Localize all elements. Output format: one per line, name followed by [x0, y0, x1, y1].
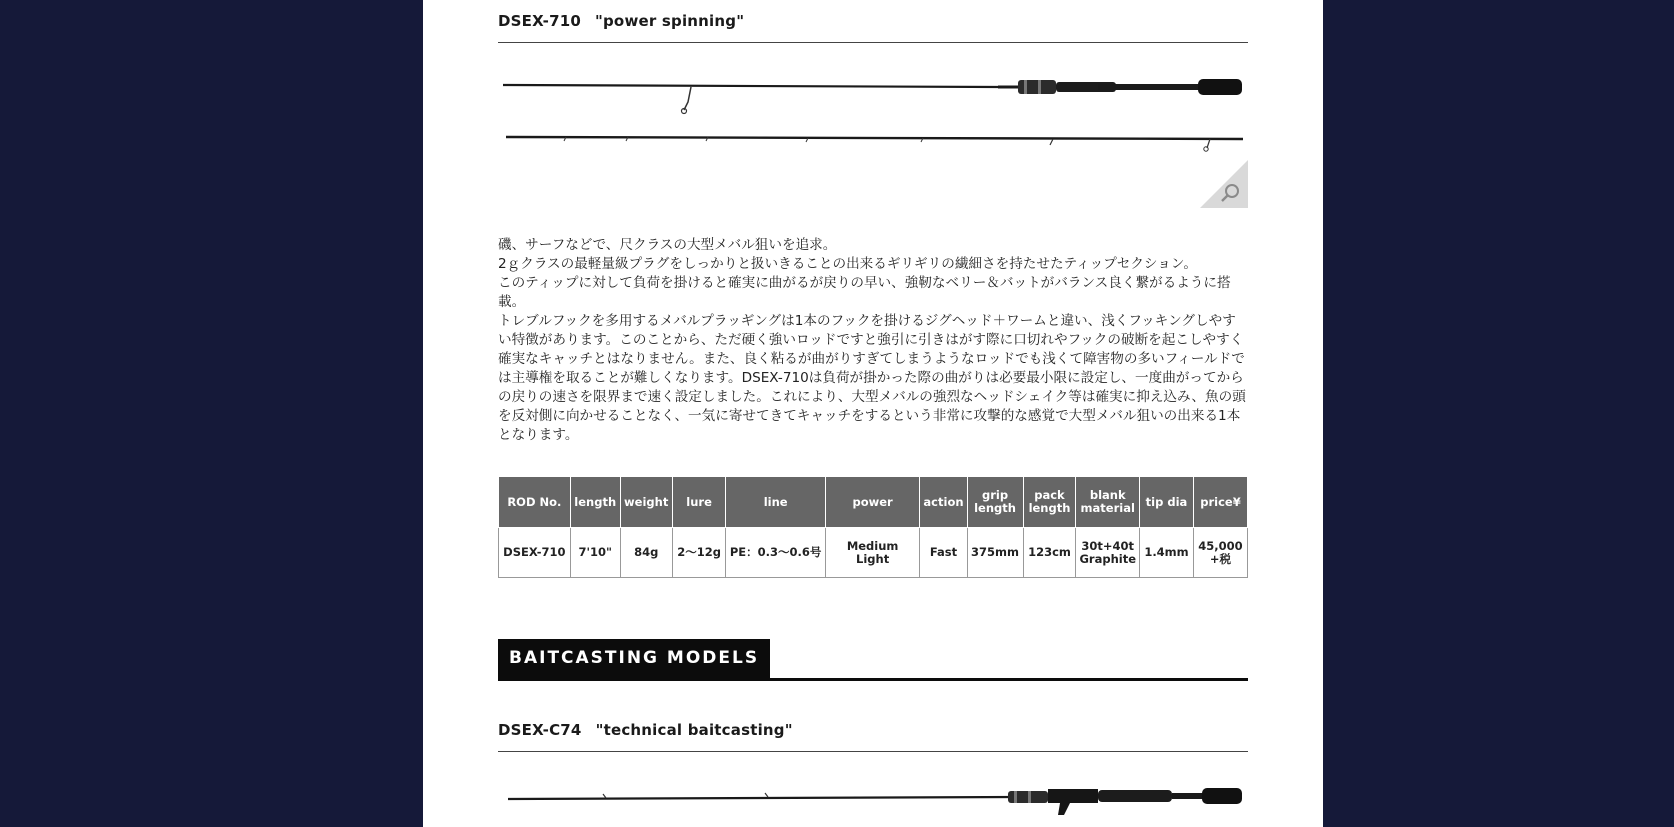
cell-price — [1193, 528, 1247, 578]
description-paragraph: 磯、サーフなどで、尺クラスの大型メバル狙いを追求。 — [498, 237, 837, 253]
model-title — [498, 721, 1248, 739]
model-nickname: "power spinning" — [594, 12, 745, 30]
model-code: DSEX-710 — [498, 12, 581, 30]
header-price: price¥ — [1193, 477, 1247, 528]
page-panel — [423, 0, 1323, 827]
title-divider — [498, 751, 1248, 752]
rod-baitcasting — [508, 788, 1242, 815]
header-text: pack — [1034, 488, 1065, 502]
cell-length: 7'10" — [570, 528, 620, 578]
description-paragraph: トレブルフックを多用するメバルプラッギングは1本のフックを掛けるジグヘッド＋ワームと違い、浅くフッキングしやすい特徴があります。このことから、ただ硬く強いロッドですと強引に引きはがす際に口切れやフックの破断を起こしやすく確実なキャッチとはなりません。また、良く粘るが曲がりすぎてしまうようなロッドでも浅くて障害物の多いフィールドでは主導権を取ることが難しくなります。DSEX-710は負荷が掛かった際の曲がりは必要最小限に設定し、一度曲がってからの戻りの速さを限界まで速く設定しました。これにより、大型メバルの強烈なヘッドシェイク等は確実に抑え込み、魚の頭を反対側に向かせることなく、一気に寄せてきてキャッチをするという非常に攻撃的な感覚で大型メバル狙いの出来る1本となります。 — [498, 313, 1246, 443]
header-text: grip — [981, 488, 1009, 502]
cell-power: Medium Light — [825, 528, 920, 578]
cell-blank-material — [1076, 528, 1140, 578]
zoom-icon[interactable] — [1200, 160, 1248, 208]
header-rod-no: ROD No. — [499, 477, 571, 528]
rod-butt-section — [503, 79, 1242, 114]
spec-table-header-row — [499, 477, 1248, 528]
product-description — [498, 236, 1248, 445]
cell-text: +税 — [1209, 551, 1232, 566]
cell-grip-length: 375mm — [967, 528, 1023, 578]
cell-text: Graphite — [1079, 551, 1136, 566]
header-power: power — [825, 477, 920, 528]
section-underline — [498, 678, 1248, 681]
header-length: length — [570, 477, 620, 528]
cell-weight: 84g — [620, 528, 672, 578]
header-tip-dia: tip dia — [1140, 477, 1194, 528]
cell-text: 30t+40t — [1081, 538, 1135, 553]
header-text: material — [1080, 501, 1135, 515]
description-paragraph: 2ｇクラスの最軽量級プラグをしっかりと扱いきることの出来るギリギリの繊細さを持たせたティップセクション。 — [498, 256, 1197, 272]
header-pack-length — [1023, 477, 1076, 528]
model-code: DSEX-C74 — [498, 721, 582, 739]
header-text: length — [1028, 501, 1071, 515]
header-blank-material — [1076, 477, 1140, 528]
spec-table — [498, 476, 1248, 578]
model-title — [498, 12, 1248, 30]
cell-line: PE：0.3～0.6号 — [726, 528, 825, 578]
model-nickname: "technical baitcasting" — [595, 721, 793, 739]
header-action: action — [920, 477, 967, 528]
header-grip-length — [967, 477, 1023, 528]
description-paragraph: このティップに対して負荷を掛けると確実に曲がるが戻りの早い、強靭なベリー＆バットがバランス良く繋がるように搭載。 — [498, 275, 1231, 310]
rod-tip-section — [506, 137, 1243, 151]
header-line: line — [726, 477, 825, 528]
cell-text: 45,000 — [1198, 538, 1243, 553]
cell-pack-length: 123cm — [1023, 528, 1076, 578]
header-lure: lure — [672, 477, 726, 528]
header-text: blank — [1089, 488, 1126, 502]
table-row — [499, 528, 1248, 578]
rod-product-image[interactable] — [498, 68, 1248, 158]
cell-tip-dia: 1.4mm — [1140, 528, 1194, 578]
rod-product-image[interactable] — [498, 775, 1248, 827]
section-title: BAITCASTING MODELS — [498, 639, 770, 678]
cell-action: Fast — [920, 528, 967, 578]
cell-lure: 2～12g — [672, 528, 726, 578]
cell-rod-no: DSEX-710 — [499, 528, 571, 578]
header-weight: weight — [620, 477, 672, 528]
title-divider — [498, 42, 1248, 43]
section-heading — [498, 639, 1248, 681]
header-text: length — [974, 501, 1016, 515]
